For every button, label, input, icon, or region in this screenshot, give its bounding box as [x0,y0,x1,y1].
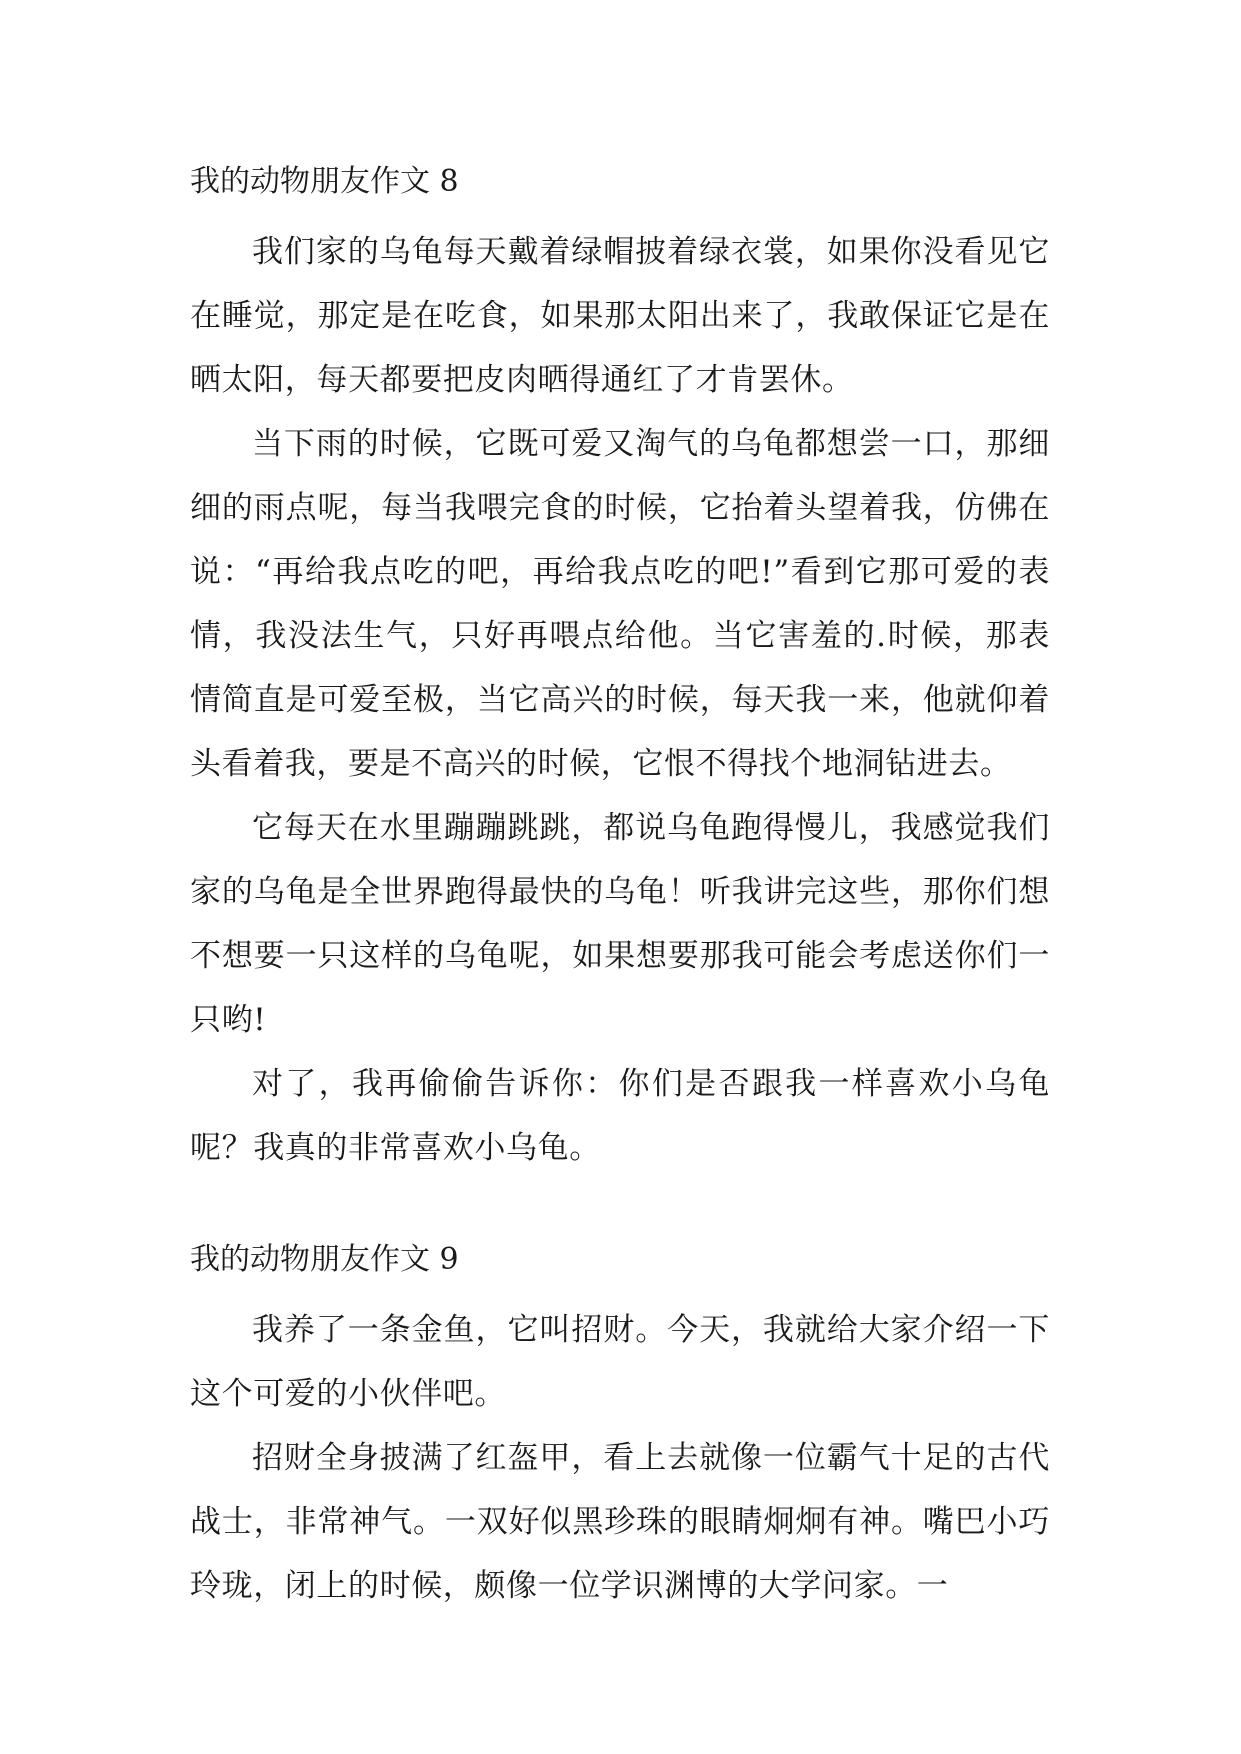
paragraph: 对了，我再偷偷告诉你：你们是否跟我一样喜欢小乌龟呢？我真的非常喜欢小乌龟。 [190,1066,1050,1166]
essay-section-9 [190,1236,1050,1618]
paragraph: 我养了一条金鱼，它叫招财。今天，我就给大家介绍一下这个可爱的小伙伴吧。 [190,1312,1050,1412]
paragraph: 它每天在水里蹦蹦跳跳，都说乌龟跑得慢儿，我感觉我们家的乌龟是全世界跑得最快的乌龟！听我讲完这些，那你们想不想要一只这样的乌龟呢，如果想要那我可能会考虑送你们一只哟! [190,810,1050,1038]
section-title: 我的动物朋友作文 9 [190,1242,459,1277]
paragraph: 当下雨的时候，它既可爱又淘气的乌龟都想尝一口，那细细的雨点呢，每当我喂完食的时候，它抬着头望着我，仿佛在说：“再给我点吃的吧，再给我点吃的吧!”看到它那可爱的表情，我没法生气，只好再喂点给他。当它害羞的.时候，那表情简直是可爱至极，当它高兴的时候，每天我一来，他就仰着头看着我，要是不高兴的时候，它恨不得找个地洞钻进去。 [190,426,1050,782]
section-title: 我的动物朋友作文 8 [190,164,459,199]
paragraph: 我们家的乌龟每天戴着绿帽披着绿衣裳，如果你没看见它在睡觉，那定是在吃食，如果那太阳出来了，我敢保证它是在晒太阳，每天都要把皮肉晒得通红了才肯罢休。 [190,234,1050,398]
essay-section-8 [190,158,1050,1180]
paragraph: 招财全身披满了红盔甲，看上去就像一位霸气十足的古代战士，非常神气。一双好似黑珍珠的眼睛炯炯有神。嘴巴小巧玲珑，闭上的时候，颇像一位学识渊博的大学问家。一 [190,1440,1050,1604]
document-page [190,158,1050,1618]
section-spacer [190,1180,1050,1236]
